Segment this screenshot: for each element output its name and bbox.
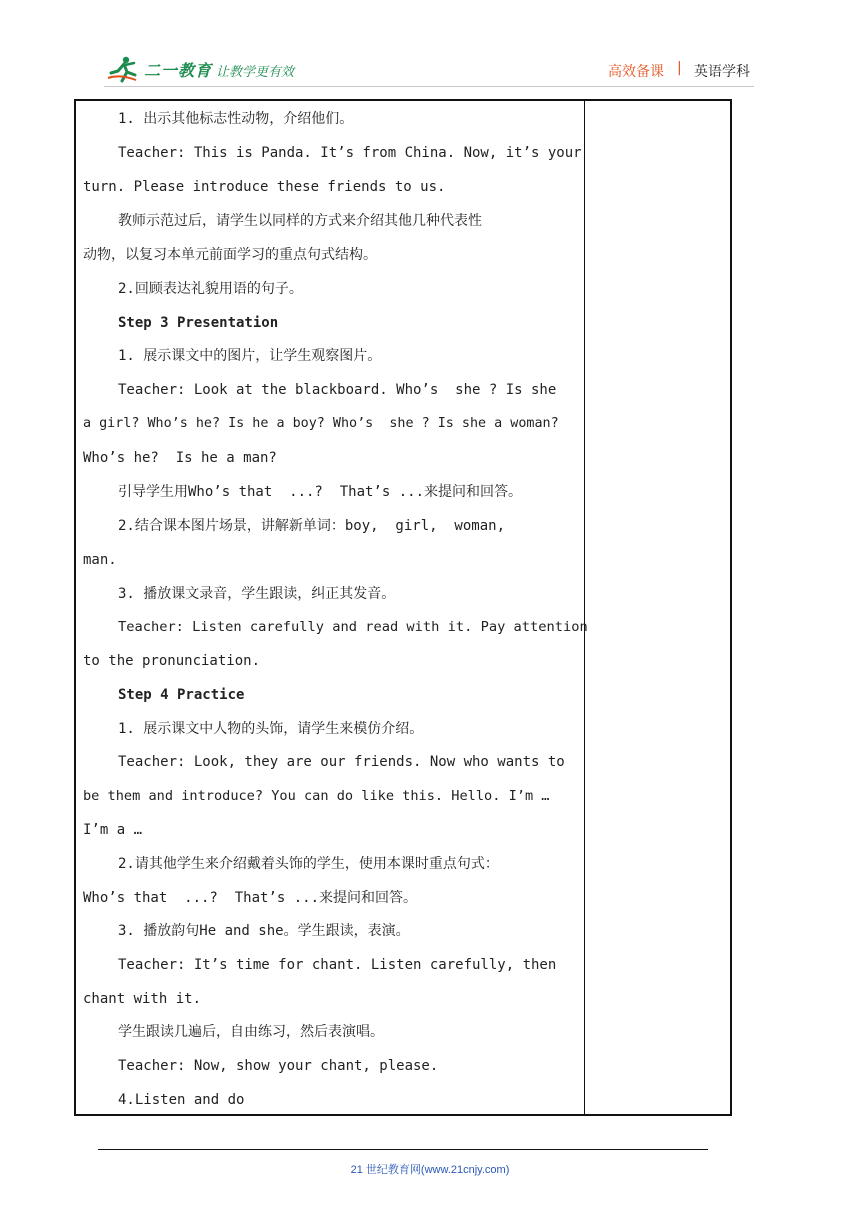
- text-line: Teacher: Listen carefully and read with it. Pay attention: [118, 619, 588, 635]
- text-line: turn. Please introduce these friends to us.: [83, 179, 446, 195]
- text-line: chant with it.: [83, 991, 202, 1007]
- text-line: be them and introduce? You can do like this. Hello. I’m …: [83, 788, 550, 804]
- header-tag-lesson: 高效备课: [608, 64, 664, 80]
- text-line: to the pronunciation.: [83, 653, 261, 669]
- text-line: 3. 播放课文录音，学生跟读，纠正其发音。: [118, 586, 396, 602]
- text-line: Teacher: Now, show your chant, please.: [118, 1058, 439, 1074]
- header-tag-subject: 英语学科: [694, 64, 750, 80]
- text-line: man.: [83, 552, 117, 568]
- text-line: 2.请其他学生来介绍戴着头饰的学生，使用本课时重点句式：: [118, 856, 499, 872]
- header-divider: [104, 86, 754, 87]
- brand-slogan: 让教学更有效: [216, 65, 295, 80]
- text-line: Teacher: Look at the blackboard. Who’s she ? Is she: [118, 382, 557, 398]
- table-column-divider: [584, 100, 585, 1114]
- text-line: 3. 播放韵句He and she。学生跟读，表演。: [118, 923, 410, 939]
- text-line: 1. 出示其他标志性动物，介绍他们。: [118, 111, 354, 127]
- footer-text: 21 世纪教育网(www.21cnjy.com): [350, 1164, 510, 1176]
- step-heading: Step 4 Practice: [118, 687, 245, 703]
- text-line: Teacher: This is Panda. It’s from China. Now, it’s your: [118, 145, 582, 161]
- text-line: 学生跟读几遍后，自由练习，然后表演唱。: [118, 1024, 384, 1040]
- text-line: 2.结合课本图片场景，讲解新单词：boy, girl, woman,: [118, 518, 506, 534]
- text-line: 4.Listen and do: [118, 1092, 245, 1108]
- text-line: 动物，以复习本单元前面学习的重点句式结构。: [83, 247, 377, 263]
- runner-logo-icon: [106, 54, 142, 84]
- text-line: 引导学生用Who’s that ...? That’s ...来提问和回答。: [118, 484, 523, 500]
- text-line: Teacher: Look, they are our friends. Now who wants to: [118, 754, 565, 770]
- brand-name: 二一教育: [144, 61, 213, 80]
- text-line: 2.回顾表达礼貌用语的句子。: [118, 281, 303, 297]
- page-header: [0, 0, 860, 92]
- text-line: 教师示范过后，请学生以同样的方式来介绍其他几种代表性: [118, 213, 482, 229]
- text-line: 1. 展示课文中的图片，让学生观察图片。: [118, 348, 382, 364]
- text-line: a girl? Who’s he? Is he a boy? Who’s she ? Is she a woman?: [83, 416, 559, 431]
- footer-divider: [98, 1149, 708, 1150]
- text-line: Who’s that ...? That’s ...来提问和回答。: [83, 890, 418, 906]
- header-separator: |: [677, 60, 682, 76]
- text-line: I’m a …: [83, 822, 143, 838]
- step-heading: Step 3 Presentation: [118, 315, 279, 331]
- text-line: Who’s he? Is he a man?: [83, 450, 277, 466]
- text-line: Teacher: It’s time for chant. Listen carefully, then: [118, 957, 557, 973]
- text-line: 1. 展示课文中人物的头饰，请学生来模仿介绍。: [118, 721, 424, 737]
